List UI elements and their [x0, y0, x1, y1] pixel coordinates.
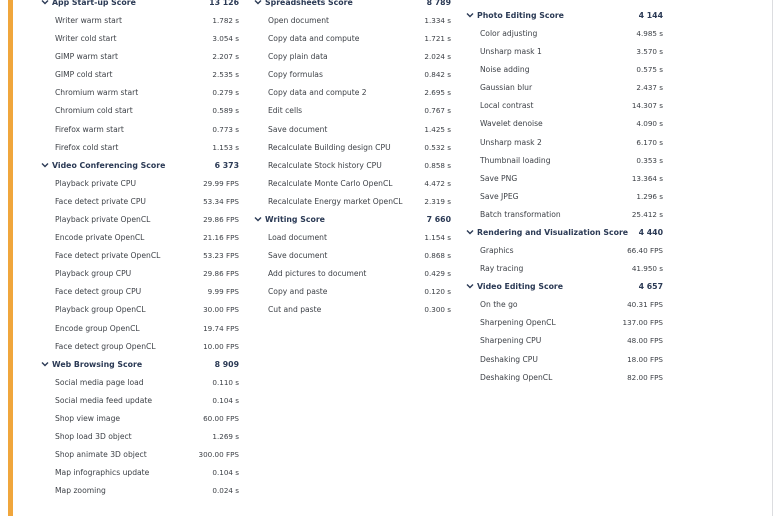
results-column-2: [253, 0, 451, 322]
accent-bar: [8, 0, 13, 516]
result-value: 66.40 FPS: [627, 246, 663, 256]
result-row: [253, 249, 451, 267]
section-score: 8 909: [214, 359, 239, 369]
result-value: 1.334 s: [424, 16, 451, 25]
result-value: 53.34 FPS: [203, 196, 239, 206]
result-row: [40, 104, 239, 122]
section-score: 6 373: [214, 160, 239, 170]
results-column-1: [40, 0, 239, 502]
chevron-down-icon[interactable]: [465, 281, 475, 291]
result-label: Writer cold start: [55, 34, 117, 44]
result-value: 10.00 FPS: [203, 341, 239, 351]
result-value: 0.120 s: [424, 287, 451, 297]
result-value: 2.695 s: [424, 88, 451, 98]
section-title: Spreadsheets Score: [265, 0, 353, 7]
result-row: [465, 316, 663, 334]
result-row: [40, 231, 239, 249]
result-row: [40, 340, 239, 358]
result-label: Map infographics update: [55, 468, 150, 478]
result-value: 2.535 s: [212, 70, 239, 80]
section-score: 4 440: [638, 228, 663, 238]
result-label: Copy formulas: [268, 70, 323, 80]
result-label: Map zooming: [55, 486, 106, 496]
result-label: Graphics: [480, 246, 514, 256]
result-row: [465, 154, 663, 172]
result-label: GIMP warm start: [55, 52, 119, 62]
result-label: Encode private OpenCL: [55, 233, 145, 243]
result-value: 2.437 s: [636, 83, 663, 93]
result-label: Shop view image: [55, 413, 121, 423]
result-value: 82.00 FPS: [627, 372, 663, 382]
chevron-down-icon[interactable]: [40, 0, 50, 7]
section-header-rendering-and-visualization-score[interactable]: [465, 226, 663, 244]
result-value: 0.868 s: [424, 251, 451, 261]
section-header-spreadsheets-score[interactable]: [253, 0, 451, 14]
result-label: Cut and paste: [268, 305, 322, 315]
result-value: 1.296 s: [636, 191, 663, 201]
result-row: [40, 466, 239, 484]
result-row: [253, 267, 451, 285]
result-row: [465, 244, 663, 262]
result-value: 29.86 FPS: [203, 214, 239, 224]
result-value: 1.154 s: [424, 233, 451, 243]
result-label: Unsharp mask 1: [480, 47, 542, 57]
section-header-writing-score[interactable]: [253, 213, 451, 231]
result-value: 4.985 s: [636, 29, 663, 38]
result-row: [465, 81, 663, 99]
result-label: Face detect group OpenCL: [55, 341, 156, 351]
result-value: 25.412 s: [631, 209, 663, 219]
result-row: [40, 32, 239, 50]
result-label: Local contrast: [480, 101, 534, 111]
result-row: [40, 50, 239, 68]
result-label: Social media feed update: [55, 395, 153, 405]
result-row: [40, 68, 239, 86]
result-value: 3.570 s: [636, 47, 663, 57]
result-label: Deshaking CPU: [480, 354, 538, 364]
result-label: Sharpening OpenCL: [480, 318, 556, 328]
result-row: [40, 448, 239, 466]
result-value: 2.207 s: [212, 52, 239, 62]
result-row: [465, 208, 663, 226]
result-label: Wavelet denoise: [480, 119, 543, 129]
result-row: [253, 285, 451, 303]
chevron-down-icon[interactable]: [253, 214, 263, 224]
result-row: [40, 123, 239, 141]
result-label: Writer warm start: [55, 16, 122, 25]
result-label: Playback private OpenCL: [55, 214, 151, 224]
section-score: 13 126: [209, 0, 239, 7]
result-row: [253, 68, 451, 86]
result-value: 1.782 s: [212, 16, 239, 25]
section-header-video-editing-score[interactable]: [465, 280, 663, 298]
chevron-down-icon[interactable]: [465, 227, 475, 237]
result-row: [40, 484, 239, 502]
section-title: Video Conferencing Score: [52, 160, 166, 170]
result-row: [465, 298, 663, 316]
result-value: 137.00 FPS: [622, 318, 663, 328]
result-value: 0.575 s: [636, 65, 663, 75]
result-value: 0.767 s: [424, 106, 451, 116]
result-value: 0.858 s: [424, 160, 451, 170]
section-title: Writing Score: [265, 215, 325, 225]
result-row: [253, 50, 451, 68]
result-value: 29.86 FPS: [203, 269, 239, 279]
result-label: Sharpening CPU: [480, 336, 542, 346]
section-header-photo-editing-score[interactable]: [465, 9, 663, 27]
result-row: [253, 195, 451, 213]
result-value: 0.024 s: [212, 486, 239, 496]
result-label: Copy data and compute: [268, 34, 360, 44]
result-value: 48.00 FPS: [627, 336, 663, 346]
result-label: Open document: [268, 16, 330, 25]
result-label: Chromium warm start: [55, 88, 139, 98]
result-label: Face detect private OpenCL: [55, 251, 161, 261]
result-value: 13.364 s: [631, 173, 663, 183]
result-row: [40, 86, 239, 104]
result-label: Copy and paste: [268, 287, 328, 297]
result-row: [40, 195, 239, 213]
chevron-down-icon[interactable]: [40, 160, 50, 170]
result-label: Recalculate Monte Carlo OpenCL: [268, 178, 393, 188]
result-label: Playback private CPU: [55, 178, 136, 188]
result-label: Color adjusting: [480, 29, 538, 38]
result-label: Shop load 3D object: [55, 431, 132, 441]
result-label: Save document: [268, 251, 328, 261]
result-row: [465, 27, 663, 45]
result-label: Add pictures to document: [268, 269, 367, 279]
result-row: [40, 430, 239, 448]
result-value: 1.721 s: [424, 34, 451, 44]
result-value: 1.425 s: [424, 124, 451, 134]
result-row: [253, 303, 451, 321]
result-value: 1.269 s: [212, 431, 239, 441]
results-column-3: [465, 9, 663, 389]
result-row: [465, 353, 663, 371]
result-row: [253, 104, 451, 122]
result-value: 2.319 s: [424, 196, 451, 206]
result-row: [465, 117, 663, 135]
result-row: [253, 86, 451, 104]
result-row: [465, 136, 663, 154]
result-value: 40.31 FPS: [627, 300, 663, 310]
result-value: 0.429 s: [424, 269, 451, 279]
result-label: Firefox warm start: [55, 124, 124, 134]
result-value: 0.300 s: [424, 305, 451, 315]
result-label: Gaussian blur: [480, 83, 533, 93]
result-row: [40, 322, 239, 340]
result-row: [465, 172, 663, 190]
result-value: 0.279 s: [212, 88, 239, 98]
section-score: 4 657: [638, 282, 663, 292]
result-label: On the go: [480, 300, 518, 310]
result-value: 300.00 FPS: [198, 450, 239, 460]
result-row: [40, 14, 239, 32]
result-value: 0.353 s: [636, 155, 663, 165]
result-row: [40, 412, 239, 430]
result-label: Copy plain data: [268, 52, 328, 62]
result-row: [465, 371, 663, 389]
result-row: [253, 123, 451, 141]
result-label: Ray tracing: [480, 264, 524, 274]
section-header-video-conferencing-score[interactable]: [40, 159, 239, 177]
result-row: [253, 231, 451, 249]
result-label: Deshaking OpenCL: [480, 372, 553, 382]
result-row: [465, 99, 663, 117]
result-row: [40, 141, 239, 159]
section-title: Web Browsing Score: [52, 359, 143, 369]
result-label: Firefox cold start: [55, 142, 119, 152]
result-label: Face detect private CPU: [55, 196, 146, 206]
chevron-down-icon[interactable]: [40, 359, 50, 369]
divider: [772, 0, 773, 516]
result-label: Load document: [268, 233, 327, 243]
result-label: Recalculate Stock history CPU: [268, 160, 382, 170]
result-value: 14.307 s: [631, 101, 663, 111]
result-row: [40, 213, 239, 231]
result-value: 0.589 s: [212, 106, 239, 116]
result-label: Thumbnail loading: [480, 155, 551, 165]
result-label: Save PNG: [480, 173, 518, 183]
result-value: 0.842 s: [424, 70, 451, 80]
result-label: Copy data and compute 2: [268, 88, 367, 98]
section-score: 8 789: [426, 0, 451, 7]
result-value: 41.950 s: [631, 264, 663, 274]
result-label: Chromium cold start: [55, 106, 133, 116]
result-label: Playback group OpenCL: [55, 305, 146, 315]
section-title: Photo Editing Score: [477, 11, 564, 20]
result-value: 0.104 s: [212, 468, 239, 478]
result-value: 53.23 FPS: [203, 251, 239, 261]
result-label: GIMP cold start: [55, 70, 113, 80]
result-value: 0.104 s: [212, 395, 239, 405]
result-value: 29.99 FPS: [203, 178, 239, 188]
result-row: [465, 262, 663, 280]
result-row: [40, 177, 239, 195]
result-row: [465, 45, 663, 63]
result-label: Unsharp mask 2: [480, 137, 542, 147]
section-score: 4 144: [638, 11, 663, 20]
section-header-web-browsing-score[interactable]: [40, 358, 239, 376]
result-row: [40, 267, 239, 285]
result-row: [465, 190, 663, 208]
result-value: 1.153 s: [212, 142, 239, 152]
result-label: Edit cells: [268, 106, 303, 116]
result-row: [253, 14, 451, 32]
result-value: 2.024 s: [424, 52, 451, 62]
result-value: 18.00 FPS: [627, 354, 663, 364]
result-row: [465, 63, 663, 81]
result-row: [40, 303, 239, 321]
result-row: [253, 159, 451, 177]
result-value: 4.472 s: [424, 178, 451, 188]
result-value: 9.99 FPS: [207, 287, 239, 297]
result-value: 0.532 s: [424, 142, 451, 152]
result-value: 60.00 FPS: [203, 413, 239, 423]
result-value: 0.110 s: [212, 377, 239, 387]
result-label: Shop animate 3D object: [55, 450, 147, 460]
result-value: 30.00 FPS: [203, 305, 239, 315]
result-row: [40, 249, 239, 267]
result-row: [253, 177, 451, 195]
result-label: Noise adding: [480, 65, 530, 75]
result-value: 21.16 FPS: [203, 233, 239, 243]
result-row: [465, 334, 663, 352]
result-row: [40, 394, 239, 412]
section-score: 7 660: [426, 215, 451, 225]
chevron-down-icon[interactable]: [465, 10, 475, 20]
result-value: 0.773 s: [212, 124, 239, 134]
result-label: Encode group OpenCL: [55, 323, 140, 333]
result-value: 3.054 s: [212, 34, 239, 44]
section-title: App Start-up Score: [52, 0, 136, 7]
result-row: [40, 285, 239, 303]
section-title: Rendering and Visualization Score: [477, 228, 629, 238]
result-label: Recalculate Building design CPU: [268, 142, 391, 152]
section-header-app-start-up-score[interactable]: [40, 0, 239, 14]
section-title: Video Editing Score: [477, 282, 564, 292]
result-value: 4.090 s: [636, 119, 663, 129]
result-label: Save JPEG: [480, 191, 519, 201]
result-value: 19.74 FPS: [203, 323, 239, 333]
result-label: Face detect group CPU: [55, 287, 142, 297]
chevron-down-icon[interactable]: [253, 0, 263, 7]
result-label: Recalculate Energy market OpenCL: [268, 196, 403, 206]
result-label: Social media page load: [55, 377, 144, 387]
result-label: Playback group CPU: [55, 269, 132, 279]
result-value: 6.170 s: [636, 137, 663, 147]
result-label: Batch transformation: [480, 209, 561, 219]
result-label: Save document: [268, 124, 328, 134]
result-row: [253, 32, 451, 50]
result-row: [253, 141, 451, 159]
result-row: [40, 376, 239, 394]
